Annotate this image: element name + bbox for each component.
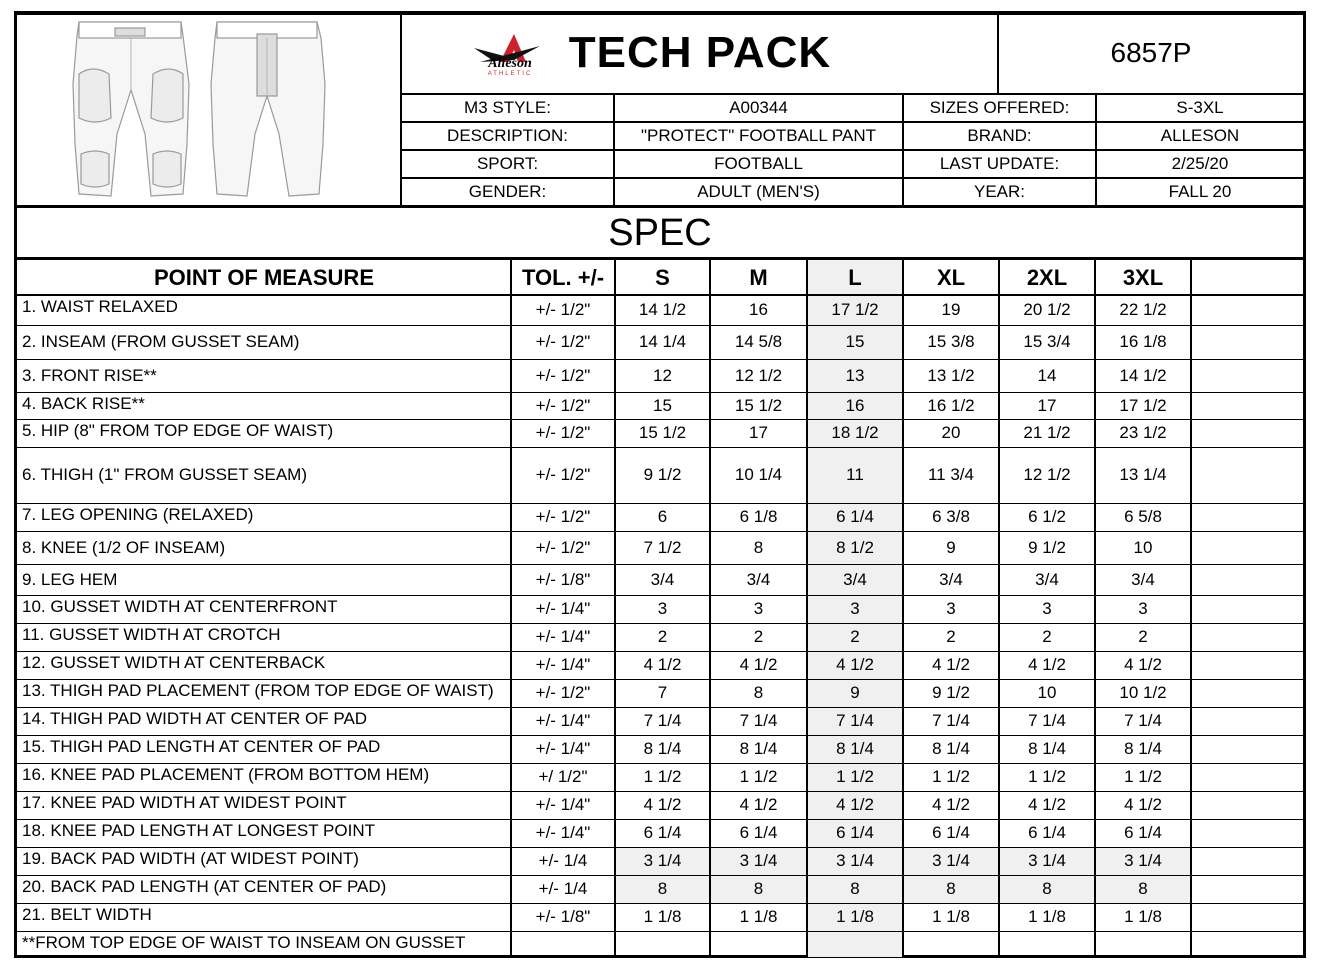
size-value: 1 1/2 [643,767,682,786]
brand-logo-subtext: ATHLETIC [487,71,533,77]
tolerance-value: +/- 1/4" [535,655,591,674]
grid-line [998,258,1000,957]
grid-line [17,359,1303,360]
size-value: 3/4 [650,569,675,589]
size-value: 15 1/2 [734,395,783,415]
size-value: 3 [946,599,956,618]
spec-title: SPEC [608,211,712,254]
tolerance-value: +/- 1/4" [535,711,591,730]
size-value: 1 1/8 [643,907,682,926]
size-value: 6 1/4 [807,819,903,847]
info-label: GENDER: [468,182,547,201]
grid-line [902,258,904,957]
measure-name: 20. BACK PAD LENGTH (AT CENTER OF PAD) [22,877,387,896]
measure-name: 14. THIGH PAD WIDTH AT CENTER OF PAD [22,709,368,728]
grid-line [997,14,999,94]
empty-cell [1191,707,1303,735]
size-value: 2 [1042,627,1052,646]
size-value: 1 1/8 [739,907,778,926]
size-value: 13 [807,359,903,392]
size-value: 16 1/2 [927,395,975,415]
size-value: 1 1/2 [932,767,970,786]
size-value: 8 1/4 [932,739,970,758]
size-value: 2 [753,627,764,646]
grid-line [613,94,615,206]
column-header: S [655,264,670,290]
tolerance-value: +/- 1/8" [535,569,591,589]
info-label: SPORT: [476,154,539,173]
size-value: 14 1/2 [1119,365,1167,385]
size-value: 14 [1037,365,1057,385]
size-value: 8 1/4 [1124,739,1162,758]
column-header: TOL. +/- [521,264,605,290]
size-value: 16 [749,300,768,319]
size-value: 3 [657,599,668,618]
grid-line [17,294,1303,296]
size-value: 22 1/2 [1119,300,1167,319]
empty-cell [1191,847,1303,875]
measure-name: 5. HIP (8" FROM TOP EDGE OF WAIST) [22,421,334,440]
column-header [1191,260,1303,295]
size-value: 6 1/4 [932,823,970,842]
size-value: 1 1/2 [739,767,778,786]
size-value: 18 1/2 [807,419,903,447]
empty-cell [1191,392,1303,419]
grid-line [510,258,512,957]
empty-cell [1191,447,1303,503]
grid-line [17,763,1303,764]
size-value: 8 1/4 [1028,739,1066,758]
size-value: 10 1/2 [1119,683,1167,702]
size-value: 3/4 [1035,569,1059,589]
tolerance-value: +/- 1/2" [535,332,591,351]
measure-name: 2. INSEAM (FROM GUSSET SEAM) [22,332,300,351]
size-value: 1 1/2 [1028,767,1066,786]
size-value: 3 1/4 [615,847,710,875]
empty-cell [1191,359,1303,392]
tolerance-value: +/ 1/2" [538,767,588,786]
size-value: 8 [753,683,764,702]
size-value: 7 [657,683,668,702]
size-value: 7 1/2 [643,537,682,557]
size-value: 2 [1138,627,1148,646]
measure-name: 13. THIGH PAD PLACEMENT (FROM TOP EDGE OF WAIST) [22,681,494,700]
measure-name: 4. BACK RISE** [22,394,145,413]
grid-line [17,903,1303,904]
measure-name: 15. THIGH PAD LENGTH AT CENTER OF PAD [22,737,381,756]
tolerance-value: +/- 1/2" [535,537,591,557]
size-value: 7 1/4 [1028,711,1066,730]
empty-cell [1191,763,1303,791]
size-value: 3/4 [1131,569,1155,589]
size-value: 14 5/8 [734,332,783,351]
size-value: 8 1/2 [807,531,903,564]
size-value: 4 1/2 [807,651,903,679]
empty-cell [1191,595,1303,623]
size-value: 7 1/4 [1124,711,1162,730]
size-value: 7 1/4 [643,711,682,730]
size-value [903,931,999,957]
size-value: 3/4 [939,569,963,589]
grid-line [1190,258,1192,957]
size-value: 1 1/8 [1124,907,1162,926]
size-value: 3/4 [746,569,771,589]
size-value: 1 1/8 [1028,907,1066,926]
empty-cell [1191,903,1303,931]
grid-line [17,847,1303,848]
size-value: 6 1/4 [1124,823,1162,842]
info-label: BRAND: [967,126,1032,145]
size-value: 3/4 [807,564,903,595]
football-pant-drawing [17,14,401,205]
size-value: 4 1/2 [1124,795,1162,814]
size-value: 6 1/4 [739,823,778,842]
size-value: 12 [653,365,672,385]
grid-line [17,623,1303,624]
info-value: ADULT (MEN'S) [697,182,820,201]
grid-line [17,419,1303,420]
tolerance-value: +/- 1/4" [535,823,591,842]
size-value: 3 1/4 [807,847,903,875]
size-value: 14 1/2 [638,300,687,319]
size-value: 8 [753,537,764,557]
column-header: XL [936,264,966,290]
size-value: 3 1/4 [1095,847,1191,875]
grid-line [17,392,1303,393]
empty-cell [1191,564,1303,595]
size-value: 3 1/4 [903,847,999,875]
grid-line [17,819,1303,820]
size-value: 10 [1133,537,1153,557]
info-label: LAST UPDATE: [939,154,1060,173]
size-value: 8 1/4 [739,739,778,758]
empty-cell [1191,735,1303,763]
size-value: 1 1/8 [807,903,903,931]
size-value [615,931,710,957]
brand-logo-text: Alleson [488,56,532,71]
size-value: 3 [1042,599,1052,618]
size-value: 10 [1037,683,1057,702]
size-value: 21 1/2 [1023,423,1071,442]
size-value: 3 [807,595,903,623]
grid-line [17,257,1303,260]
size-value: 10 1/4 [734,465,783,484]
info-value: "PROTECT" FOOTBALL PANT [641,126,876,145]
info-label: SIZES OFFERED: [929,98,1070,117]
size-value: 13 1/2 [927,365,975,385]
brand-logo [470,26,550,80]
grid-line [1094,258,1096,957]
measure-name: 6. THIGH (1" FROM GUSSET SEAM) [22,465,307,484]
size-value: 9 1/2 [932,683,970,702]
grid-line [17,564,1303,565]
size-value: 6 1/4 [1028,823,1066,842]
grid-line [614,258,616,957]
size-value: 3 [753,599,764,618]
grid-line [17,14,1303,15]
page-title: TECH PACK [568,28,832,77]
size-value: 14 1/4 [638,332,687,351]
empty-cell [1191,503,1303,531]
size-value: 9 1/2 [1028,537,1066,557]
size-value: 15 3/8 [927,332,975,351]
grid-line [17,503,1303,504]
measure-name: 10. GUSSET WIDTH AT CENTERFRONT [22,597,338,616]
size-value: 6 1/4 [643,823,682,842]
size-value: 12 1/2 [1023,465,1071,484]
grid-line [806,258,808,957]
size-value: 16 [807,392,903,419]
column-header: M [749,264,768,290]
size-value: 11 3/4 [927,465,974,484]
size-value: 4 1/2 [932,795,970,814]
tolerance-value: +/- 1/8" [535,907,591,926]
size-value: 7 1/4 [807,707,903,735]
size-value: 15 [807,325,903,359]
grid-line [17,595,1303,596]
grid-line [17,931,1303,932]
grid-line [17,325,1303,326]
tolerance-value: +/- 1/2" [535,423,591,442]
size-value: 6 1/4 [807,503,903,531]
size-value: 17 [1037,395,1057,415]
measure-name: 8. KNEE (1/2 OF INSEAM) [22,537,226,557]
size-value: 19 [941,300,961,319]
size-value: 8 [903,875,999,903]
tolerance-value: +/- 1/4" [535,627,591,646]
info-label: YEAR: [973,182,1026,201]
size-value: 4 1/2 [1028,795,1066,814]
measure-name: 11. GUSSET WIDTH AT CROTCH [22,625,281,644]
size-value: 6 1/2 [1028,507,1066,526]
grid-line [17,735,1303,736]
size-value: 7 1/4 [932,711,970,730]
grid-line [401,93,1303,95]
empty-cell [1191,679,1303,707]
size-value: 13 1/4 [1119,465,1167,484]
style-number: 6857P [1110,37,1192,68]
tolerance-value: +/- 1/2" [535,507,591,526]
tolerance-value: +/- 1/2" [535,395,591,415]
size-value: 23 1/2 [1119,423,1167,442]
size-value: 8 [807,875,903,903]
grid-line [401,177,1303,179]
empty-cell [1191,623,1303,651]
size-value: 15 [653,395,672,415]
measure-name: 17. KNEE PAD WIDTH AT WIDEST POINT [22,793,347,812]
tolerance-value: +/- 1/2" [535,683,591,702]
size-value: 17 1/2 [1119,395,1167,415]
info-label: M3 STYLE: [464,98,551,117]
tolerance-value: +/- 1/4" [535,795,591,814]
empty-cell [1191,651,1303,679]
size-value: 4 1/2 [932,655,970,674]
size-value: 1 1/2 [807,763,903,791]
size-value: 8 1/4 [643,739,682,758]
size-value: 2 [807,623,903,651]
product-sketch [17,14,401,205]
tolerance-value: +/- 1/4" [535,739,591,758]
grid-line [17,679,1303,680]
empty-cell [1191,325,1303,359]
size-value: 6 [657,507,668,526]
size-value: 7 1/4 [739,711,778,730]
size-value: 3 [1138,599,1148,618]
size-value: 3 1/4 [999,847,1095,875]
tolerance-value: +/- 1/2" [535,365,591,385]
size-value: 4 1/2 [807,791,903,819]
tolerance-value [511,931,615,957]
info-value: 2/25/20 [1171,154,1229,173]
column-header: 3XL [1122,264,1164,290]
size-value: 8 [999,875,1095,903]
size-value: 12 1/2 [734,365,783,385]
size-value: 4 1/2 [643,795,682,814]
grid-line [17,875,1303,876]
info-value: S-3XL [1176,98,1224,117]
size-value: 8 1/4 [807,735,903,763]
size-value: 4 1/2 [1028,655,1066,674]
empty-cell [1191,875,1303,903]
grid-line [401,149,1303,151]
size-value: 6 3/8 [932,507,970,526]
size-value: 9 [807,679,903,707]
size-value: 17 [749,423,768,442]
size-value: 2 [657,627,668,646]
size-value: 6 5/8 [1124,507,1162,526]
tolerance-value: +/- 1/2" [535,300,591,319]
column-header: 2XL [1026,264,1068,290]
grid-line [17,531,1303,532]
size-value: 8 [615,875,710,903]
size-value: 8 [710,875,807,903]
grid-line [17,707,1303,708]
info-value: ALLESON [1160,126,1240,145]
size-value: 20 1/2 [1023,300,1071,319]
measure-name: 16. KNEE PAD PLACEMENT (FROM BOTTOM HEM) [22,765,430,784]
size-value: 3 1/4 [710,847,807,875]
size-value: 8 [1095,875,1191,903]
size-value: 4 1/2 [739,795,778,814]
tolerance-value: +/- 1/4" [535,599,591,618]
size-value: 9 [946,537,956,557]
size-value: 2 [946,627,956,646]
size-value: 20 [941,423,961,442]
size-value [710,931,807,957]
empty-cell [1191,531,1303,564]
grid-line [17,651,1303,652]
measure-name: 21. BELT WIDTH [22,905,152,924]
grid-line [17,791,1303,792]
size-value [1095,931,1191,957]
size-value [999,931,1095,957]
size-value: 9 1/2 [643,465,682,484]
size-value: 15 1/2 [638,423,687,442]
grid-line [17,205,1303,208]
grid-line [902,94,904,206]
empty-cell [1191,791,1303,819]
measure-name: 3. FRONT RISE** [22,365,157,385]
measure-name: 7. LEG OPENING (RELAXED) [22,505,254,524]
size-value [807,931,903,957]
info-value: FALL 20 [1168,182,1232,201]
size-value: 6 1/8 [739,507,778,526]
empty-cell [1191,931,1303,957]
empty-cell [1191,419,1303,447]
size-value: 15 3/4 [1023,332,1071,351]
size-value: 1 1/8 [932,907,970,926]
size-value: 11 [807,447,903,503]
measure-name: 9. LEG HEM [22,569,118,589]
size-value: 4 1/2 [643,655,682,674]
measure-name: 1. WAIST RELAXED [22,297,178,316]
size-value: 4 1/2 [1124,655,1162,674]
measure-name: 19. BACK PAD WIDTH (AT WIDEST POINT) [22,849,359,868]
size-value: 1 1/2 [1124,767,1162,786]
column-header: L [807,260,903,295]
grid-line [709,258,711,957]
info-value: A00344 [729,98,788,117]
empty-cell [1191,295,1303,325]
size-value: 16 1/8 [1119,332,1167,351]
tolerance-value: +/- 1/2" [535,465,591,484]
empty-cell [1191,819,1303,847]
measure-name: 12. GUSSET WIDTH AT CENTERBACK [22,653,326,672]
size-value: 4 1/2 [739,655,778,674]
grid-line [17,447,1303,448]
grid-line [1095,94,1097,206]
column-header-point-of-measure: POINT OF MEASURE [153,264,374,290]
info-label: DESCRIPTION: [447,126,568,145]
measure-name: **FROM TOP EDGE OF WAIST TO INSEAM ON GUSSET [22,933,466,952]
tolerance-value: +/- 1/4 [538,879,588,898]
size-value: 17 1/2 [807,295,903,325]
info-value: FOOTBALL [714,154,803,173]
measure-name: 18. KNEE PAD LENGTH AT LONGEST POINT [22,821,376,840]
grid-line [401,121,1303,123]
tolerance-value: +/- 1/4 [538,851,588,870]
